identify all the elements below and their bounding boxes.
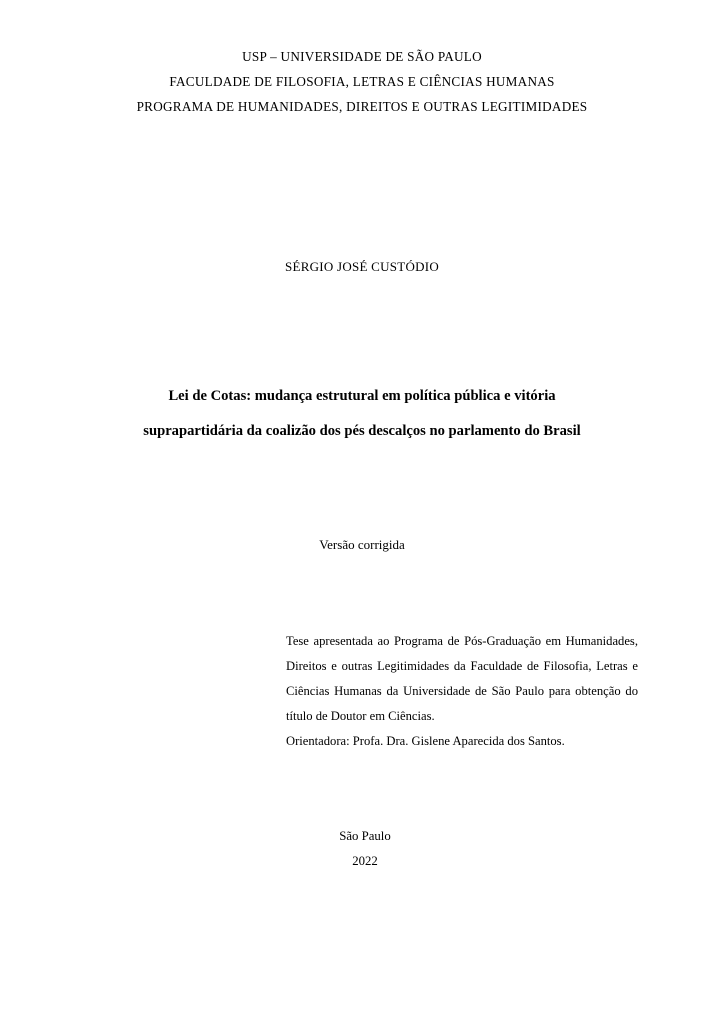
author-name: SÉRGIO JOSÉ CUSTÓDIO: [285, 259, 439, 274]
year: 2022: [352, 854, 378, 868]
thesis-statement: Tese apresentada ao Programa de Pós-Graduação em Humanidades, Direitos e outras Legitimidades da Faculdade de Filosofia, Letras e Ciências Humanas da Universidade de São Paulo para obtenção do título de Doutor em Ciências.: [286, 634, 638, 723]
thesis-title-line-2: suprapartidária da coalizão dos pés descalços no parlamento do Brasil: [143, 423, 581, 439]
thesis-statement-block: [286, 629, 638, 754]
institution-line-2: FACULDADE DE FILOSOFIA, LETRAS E CIÊNCIAS HUMANAS: [169, 74, 555, 89]
institution-line-1: USP – UNIVERSIDADE DE SÃO PAULO: [242, 49, 482, 64]
thesis-title-line-1: Lei de Cotas: mudança estrutural em política pública e vitória: [168, 388, 556, 404]
thesis-title: [76, 379, 648, 449]
institution-line-3: PROGRAMA DE HUMANIDADES, DIREITOS E OUTRAS LEGITIMIDADES: [136, 99, 588, 114]
place-and-date: [82, 824, 648, 874]
version-note: Versão corrigida: [319, 537, 405, 552]
place: São Paulo: [339, 829, 391, 843]
advisor-line: Orientadora: Profa. Dra. Gislene Aparecida dos Santos.: [286, 734, 565, 748]
institution-header: [76, 44, 648, 119]
